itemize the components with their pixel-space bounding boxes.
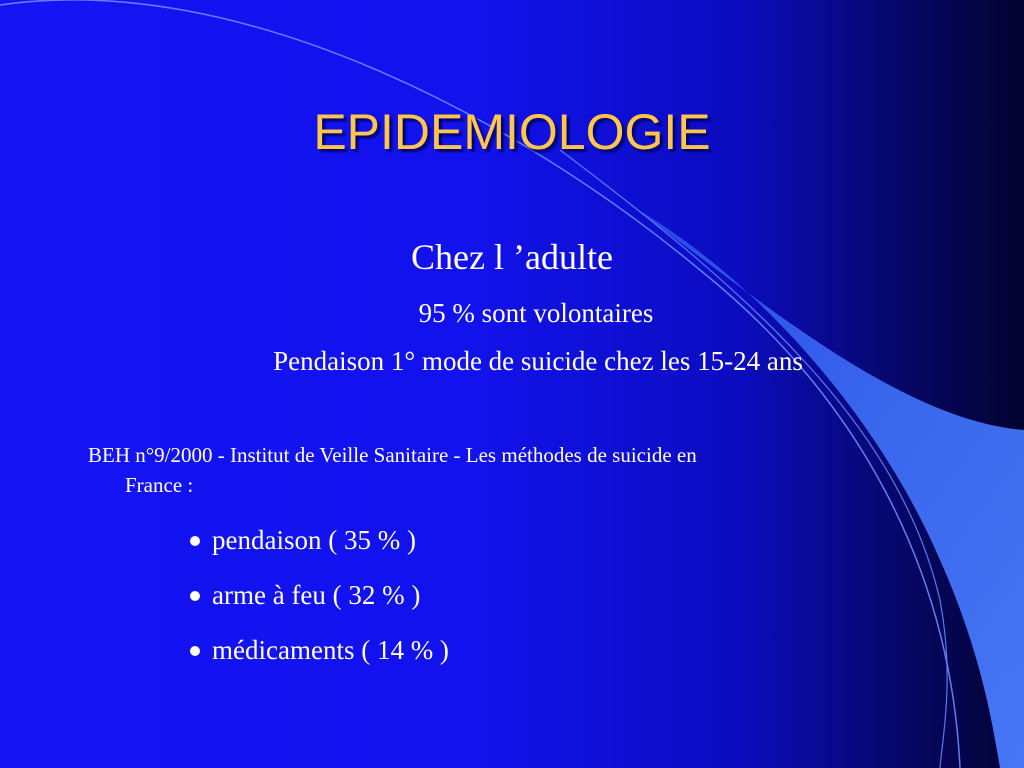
- bullet-dot-icon: [190, 646, 200, 656]
- stat-line-hanging: Pendaison 1° mode de suicide chez les 15-24 ans: [273, 346, 803, 376]
- list-item: [190, 577, 449, 613]
- list-item-label: arme à feu ( 32 % ): [212, 580, 421, 610]
- bullet-dot-icon: [190, 536, 200, 546]
- list-item: [190, 522, 449, 558]
- source-citation: [88, 440, 928, 500]
- list-item-label: médicaments ( 14 % ): [212, 635, 449, 665]
- source-line-1: BEH n°9/2000 - Institut de Veille Sanitaire - Les méthodes de suicide en: [88, 443, 697, 467]
- methods-list: [190, 522, 449, 687]
- list-item: [190, 632, 449, 668]
- stat-line-voluntary: 95 % sont volontaires: [418, 298, 654, 328]
- slide-subtitle: Chez l ’adulte: [411, 237, 613, 277]
- list-item-label: pendaison ( 35 % ): [212, 525, 416, 555]
- bullet-dot-icon: [190, 591, 200, 601]
- source-line-2: France :: [125, 473, 194, 497]
- slide-title: EPIDEMIOLOGIE: [313, 104, 711, 160]
